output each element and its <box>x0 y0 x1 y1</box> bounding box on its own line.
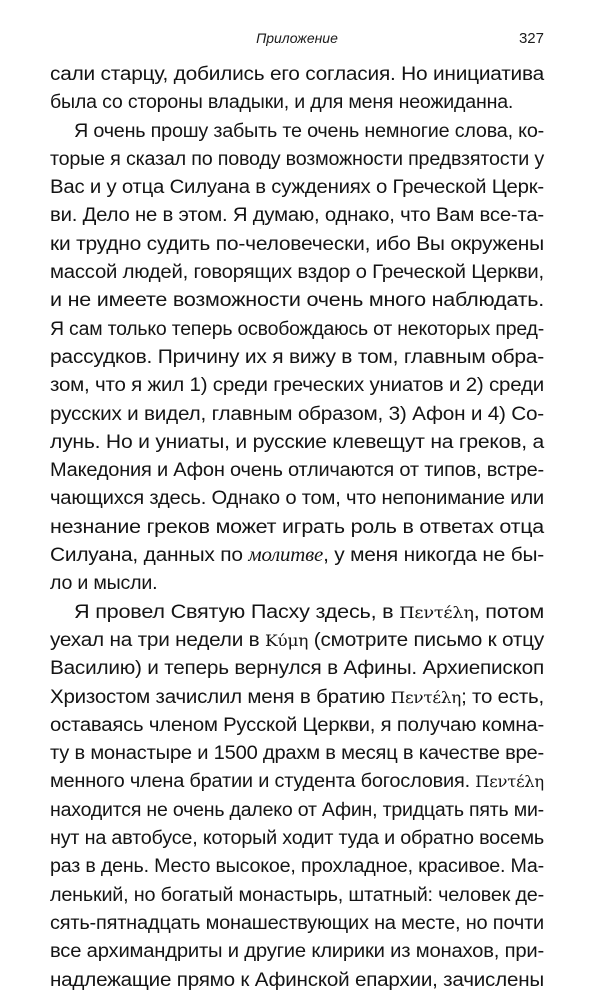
text-line: торые я сказал по поводу возможности предвзятости у <box>50 147 544 170</box>
text-span: Я провел Святую Пасху здесь, в <box>74 600 400 623</box>
text-line: раз в день. Место высокое, прохладное, красивое. Ма- <box>50 855 544 878</box>
text-line <box>50 683 544 711</box>
text-span: Силуана, данных по <box>50 544 249 567</box>
greek-word: Πεντέλη <box>390 687 462 707</box>
text-line: оставаясь членом Русской Церкви, я получаю комна- <box>50 713 544 736</box>
text-span: , потом <box>473 600 544 623</box>
italic-emphasis: молитве <box>248 545 324 567</box>
text-line: надлежащие прямо к Афинской епархии, зачислены <box>50 968 544 991</box>
text-line: рассудков. Причину их я вижу в том, главным обра- <box>50 345 544 368</box>
text-line: лунь. Но и униаты, и русские клевещут на греков, а <box>50 430 544 453</box>
text-line: ту в монастыре и 1500 драхм в месяц в качестве вре- <box>50 742 544 765</box>
greek-word: Πεντέλη <box>475 772 544 792</box>
text-span: Хризостом зачислил меня в братию <box>50 685 391 708</box>
running-header <box>50 30 544 52</box>
text-line: Я сам только теперь освобождаюсь от некоторых пред- <box>50 317 544 340</box>
text-line: ленький, но богатый монастырь, штатный: человек де- <box>50 883 544 906</box>
text-span: (смотрите письмо к отцу <box>308 628 544 651</box>
paragraph-start-line <box>50 598 544 626</box>
text-line: сять-пятнадцать монашествующих на месте, но почти <box>50 911 544 934</box>
text-line: сали старцу, добились его согласия. Но инициатива <box>50 63 544 85</box>
text-span: менного члена братии и студента богословия. <box>50 770 476 793</box>
text-line: Македония и Афон очень отличаются от типов, встре- <box>50 459 544 482</box>
text-line: и не имеете возможности очень много наблюдать. <box>50 289 544 312</box>
body-text <box>50 60 544 994</box>
page-number: 327 <box>518 30 544 47</box>
text-line: нут на автобусе, который ходит туда и обратно восемь <box>50 827 544 850</box>
text-span: ; то есть, <box>461 685 544 708</box>
text-line: зом, что я жил 1) среди греческих униатов и 2) среди <box>50 374 544 397</box>
text-line: массой людей, говорящих вздор о Греческой Церкви, <box>50 261 544 284</box>
text-line: незнание греков может играть роль в ответах отца <box>50 515 544 538</box>
paragraph-start-line: Я очень прошу забыть те очень немногие слова, ко- <box>74 119 544 142</box>
text-line: ки трудно судить по-человечески, ибо Вы окружены <box>50 232 544 255</box>
text-line: находится не очень далеко от Афин, тридцать пять ми- <box>50 798 544 821</box>
text-line <box>50 626 544 654</box>
greek-word: Πεντέλη <box>399 602 474 622</box>
text-line: чающихся здесь. Однако о том, что непонимание или <box>50 487 544 510</box>
text-line: ло и мысли. <box>50 572 158 595</box>
greek-word: Κύμη <box>264 630 309 650</box>
text-line: все архимандриты и другие клирики из монахов, при- <box>50 940 544 963</box>
text-line: русских и видел, главным образом, 3) Афон и 4) Со- <box>50 402 544 425</box>
text-span: , у меня никогда не бы- <box>323 544 544 567</box>
text-span: уехал на три недели в <box>50 628 265 651</box>
text-line: Василию) и теперь вернулся в Афины. Архиепископ <box>50 657 544 680</box>
text-line: ви. Дело не в этом. Я думаю, однако, что Вам все-та- <box>50 204 544 227</box>
running-title: Приложение <box>256 30 338 46</box>
text-line <box>50 767 544 795</box>
text-line: Вас и у отца Силуана в суждениях о Греческой Церк- <box>50 176 544 199</box>
text-line: была со стороны владыки, и для меня неожиданна. <box>50 91 514 114</box>
text-line <box>50 541 544 569</box>
